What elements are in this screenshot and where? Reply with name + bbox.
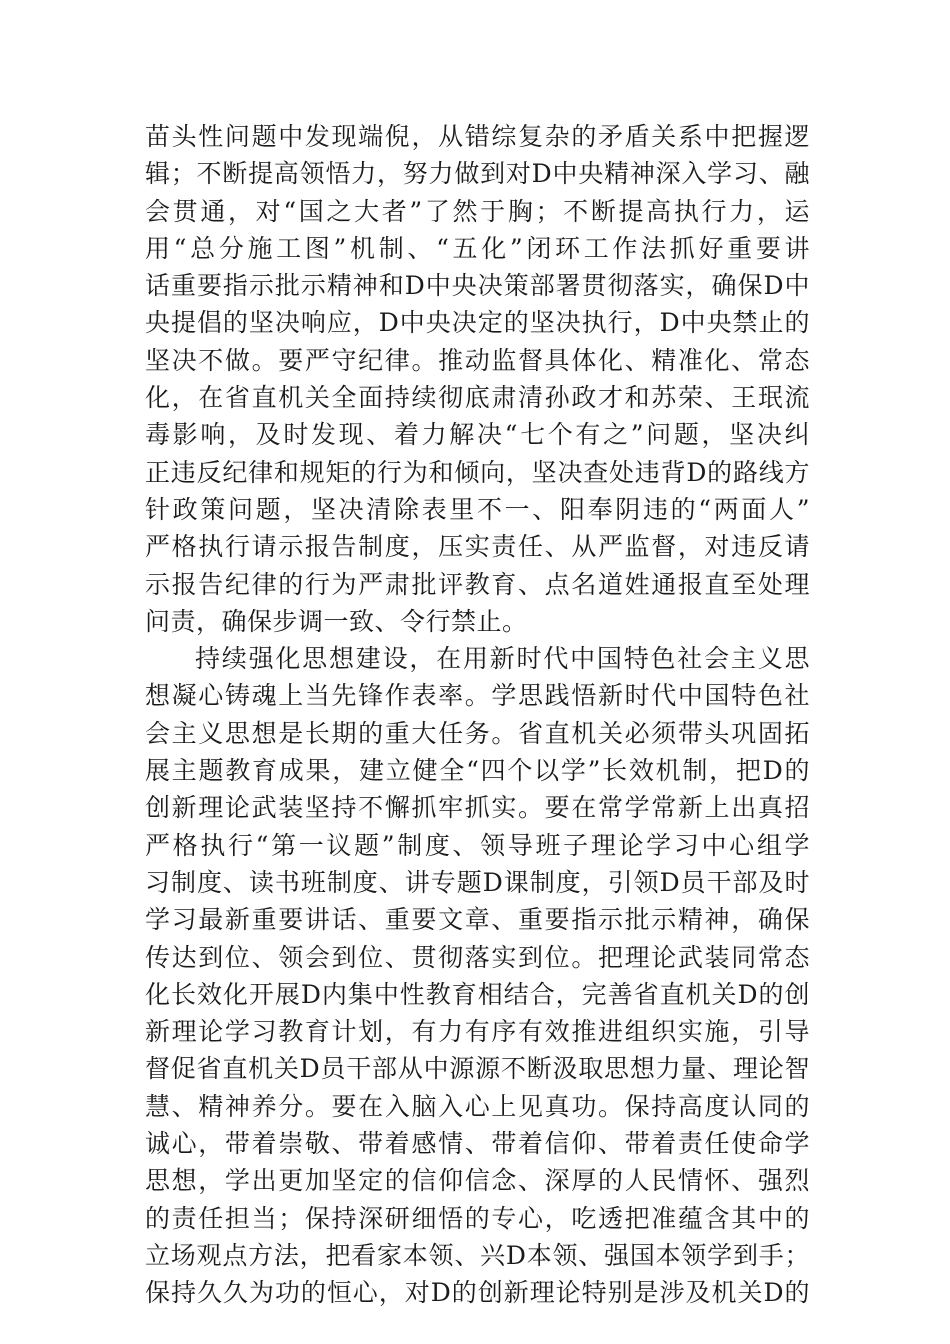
text-line: 针政策问题，坚决清除表里不一、阳奉阴违的“两面人” (145, 494, 810, 524)
text-line: 学习最新重要讲话、重要文章、重要指示批示精神，确保 (145, 905, 810, 935)
text-line: 想凝心铸魂上当先锋作表率。学思践悟新时代中国特色社 (145, 681, 810, 711)
text-line: 持续强化思想建设，在用新时代中国特色社会主义思 (195, 644, 810, 674)
paragraph-2 (145, 640, 810, 1311)
text-line: 毒影响，及时发现、着力解决“七个有之”问题，坚决纠 (145, 420, 810, 450)
text-line: 正违反纪律和规矩的行为和倾向，坚决查处违背D的路线方 (145, 457, 810, 487)
text-line: 习制度、读书班制度、讲专题D课制度，引领D员干部及时 (145, 867, 810, 897)
text-line: 用“总分施工图”机制、“五化”闭环工作法抓好重要讲 (145, 233, 810, 263)
text-line: 严格执行请示报告制度，压实责任、从严监督，对违反请 (145, 532, 810, 562)
text-line: 展主题教育成果，建立健全“四个以学”长效机制，把D的 (145, 756, 810, 786)
text-line: 新理论学习教育计划，有力有序有效推进组织实施，引导 (145, 1017, 810, 1047)
text-line: 立场观点方法，把看家本领、兴D本领、强国本领学到手； (145, 1240, 810, 1270)
text-line: 辑；不断提高领悟力，努力做到对D中央精神深入学习、融 (145, 159, 810, 189)
body-text (145, 118, 810, 1312)
text-line: 坚决不做。要严守纪律。推动监督具体化、精准化、常态 (145, 345, 810, 375)
text-line: 诚心，带着崇敬、带着感情、带着信仰、带着责任使命学 (145, 1129, 810, 1159)
text-line: 严格执行“第一议题”制度、领导班子理论学习中心组学 (145, 830, 810, 860)
text-line: 化长效化开展D内集中性教育相结合，完善省直机关D的创 (145, 979, 810, 1009)
text-line: 创新理论武装坚持不懈抓牢抓实。要在常学常新上出真招 (145, 793, 810, 823)
text-line: 保持久久为功的恒心，对D的创新理论特别是涉及机关D的 (145, 1278, 810, 1308)
text-line: 慧、精神养分。要在入脑入心上见真功。保持高度认同的 (145, 1091, 810, 1121)
text-line: 话重要指示批示精神和D中央决策部署贯彻落实，确保D中 (145, 271, 810, 301)
text-line: 苗头性问题中发现端倪，从错综复杂的矛盾关系中把握逻 (145, 122, 810, 151)
text-line: 央提倡的坚决响应，D中央决定的坚决执行，D中央禁止的 (145, 308, 810, 338)
text-line: 示报告纪律的行为严肃批评教育、点名道姓通报直至处理 (145, 569, 810, 599)
text-line: 化，在省直机关全面持续彻底肃清孙政才和苏荣、王珉流 (145, 383, 810, 413)
text-line: 思想，学出更加坚定的信仰信念、深厚的人民情怀、强烈 (145, 1166, 810, 1196)
text-line: 督促省直机关D员干部从中源源不断汲取思想力量、理论智 (145, 1054, 810, 1084)
text-line: 传达到位、领会到位、贯彻落实到位。把理论武装同常态 (145, 942, 810, 972)
text-line: 问责，确保步调一致、令行禁止。 (145, 606, 528, 636)
text-line: 会主义思想是长期的重大任务。省直机关必须带头巩固拓 (145, 718, 810, 748)
text-line: 的责任担当；保持深研细悟的专心，吃透把准蕴含其中的 (145, 1203, 810, 1233)
text-line: 会贯通，对“国之大者”了然于胸；不断提高执行力，运 (145, 196, 810, 226)
paragraph-1 (145, 118, 810, 640)
